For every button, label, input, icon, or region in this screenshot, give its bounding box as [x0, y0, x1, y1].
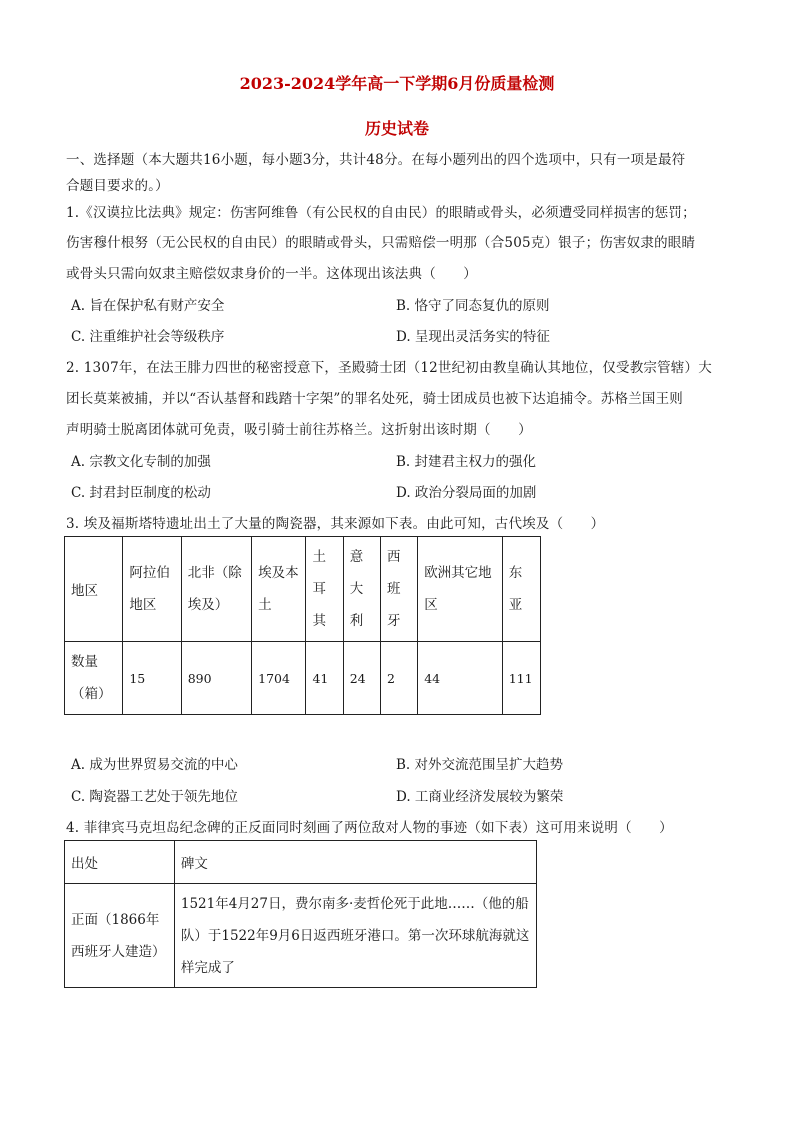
q4-inscription-text: 1521年4月27日，费尔南多·麦哲伦死于此地……（他的船队）于1522年9月6日返西班牙港口。第一次环球航海就这样完成了 — [174, 884, 536, 988]
q3-header-region: 地区 — [65, 537, 123, 642]
q3-table-data-row — [65, 642, 541, 715]
q3-value-spain: 2 — [380, 642, 417, 715]
q3-value-italy: 24 — [343, 642, 380, 715]
q3-header-arabia: 阿拉伯地区 — [123, 537, 181, 642]
q2-option-d: D. 政治分裂局面的加剧 — [396, 485, 537, 501]
exam-title: 2023-2024学年高一下学期6月份质量检测 — [239, 74, 555, 93]
q3-value-turkey: 41 — [306, 642, 343, 715]
q2-option-c: C. 封君封臣制度的松动 — [71, 485, 211, 501]
q1-option-a: A. 旨在保护私有财产安全 — [71, 298, 225, 314]
q3-header-east-asia: 东亚 — [502, 537, 540, 642]
q2-stem-line3: 声明骑士脱离团体就可免责，吸引骑士前往苏格兰。这折射出该时期（ ） — [66, 422, 532, 438]
q3-pottery-table — [64, 536, 541, 715]
q3-value-north-africa: 890 — [181, 642, 251, 715]
q1-option-d: D. 呈现出灵活务实的特征 — [396, 329, 550, 345]
q3-stem: 3. 埃及福斯塔特遗址出土了大量的陶瓷器，其来源如下表。由此可知，古代埃及（ ） — [66, 516, 605, 532]
q3-option-a: A. 成为世界贸易交流的中心 — [71, 757, 238, 773]
q3-option-c: C. 陶瓷器工艺处于领先地位 — [71, 789, 238, 805]
q4-table-data-row — [65, 884, 537, 988]
q3-header-spain: 西班牙 — [380, 537, 417, 642]
q3-value-egypt: 1704 — [252, 642, 306, 715]
q3-value-arabia: 15 — [123, 642, 181, 715]
q4-monument-table — [64, 840, 537, 988]
section-instructions-line2: 合题目要求的。） — [66, 178, 169, 194]
q2-stem-line2: 团长莫莱被捕，并以“否认基督和践踏十字架”的罪名处死，骑士团成员也被下达追捕令。苏格兰国王则 — [66, 391, 684, 407]
q3-option-b: B. 对外交流范围呈扩大趋势 — [396, 757, 564, 773]
q3-header-italy: 意大利 — [343, 537, 380, 642]
q4-stem: 4. 菲律宾马克坦岛纪念碑的正反面同时刻画了两位敌对人物的事迹（如下表）这可用来说明（ ） — [66, 820, 673, 836]
exam-subtitle: 历史试卷 — [364, 119, 429, 138]
q3-row-label: 数量（箱） — [65, 642, 123, 715]
q2-option-a: A. 宗教文化专制的加强 — [71, 454, 211, 470]
q3-header-egypt: 埃及本土 — [252, 537, 306, 642]
q3-table-header-row — [65, 537, 541, 642]
q3-header-north-africa: 北非（除埃及） — [181, 537, 251, 642]
q4-table-header-row — [65, 841, 537, 884]
q3-header-other-europe: 欧洲其它地区 — [418, 537, 503, 642]
q4-header-source: 出处 — [65, 841, 175, 884]
q4-header-inscription: 碑文 — [174, 841, 536, 884]
q3-value-east-asia: 111 — [502, 642, 540, 715]
q1-stem-line3: 或骨头只需向奴隶主赔偿奴隶身价的一半。这体现出该法典（ ） — [66, 266, 477, 282]
q1-stem-line2: 伤害穆什根努（无公民权的自由民）的眼睛或骨头，只需赔偿一明那（合505克）银子；伤害奴隶的眼睛 — [66, 235, 696, 251]
q1-stem-line1: 1.《汉谟拉比法典》规定：伤害阿维鲁（有公民权的自由民）的眼睛或骨头，必须遭受同样损害的惩罚； — [66, 205, 696, 221]
q1-option-c: C. 注重维护社会等级秩序 — [71, 329, 225, 345]
q3-option-d: D. 工商业经济发展较为繁荣 — [396, 789, 564, 805]
q3-value-other-europe: 44 — [418, 642, 503, 715]
q2-option-b: B. 封建君主权力的强化 — [396, 454, 537, 470]
q4-row-label: 正面（1866年西班牙人建造） — [65, 884, 175, 988]
q3-header-turkey: 土耳其 — [306, 537, 343, 642]
q1-option-b: B. 恪守了同态复仇的原则 — [396, 298, 550, 314]
section-instructions-line1: 一、选择题（本大题共16小题，每小题3分，共计48分。在每小题列出的四个选项中，只有一项是最符 — [66, 152, 686, 168]
q2-stem-line1: 2. 1307年，在法王腓力四世的秘密授意下，圣殿骑士团（12世纪初由教皇确认其地位，仅受教宗管辖）大 — [66, 360, 712, 376]
